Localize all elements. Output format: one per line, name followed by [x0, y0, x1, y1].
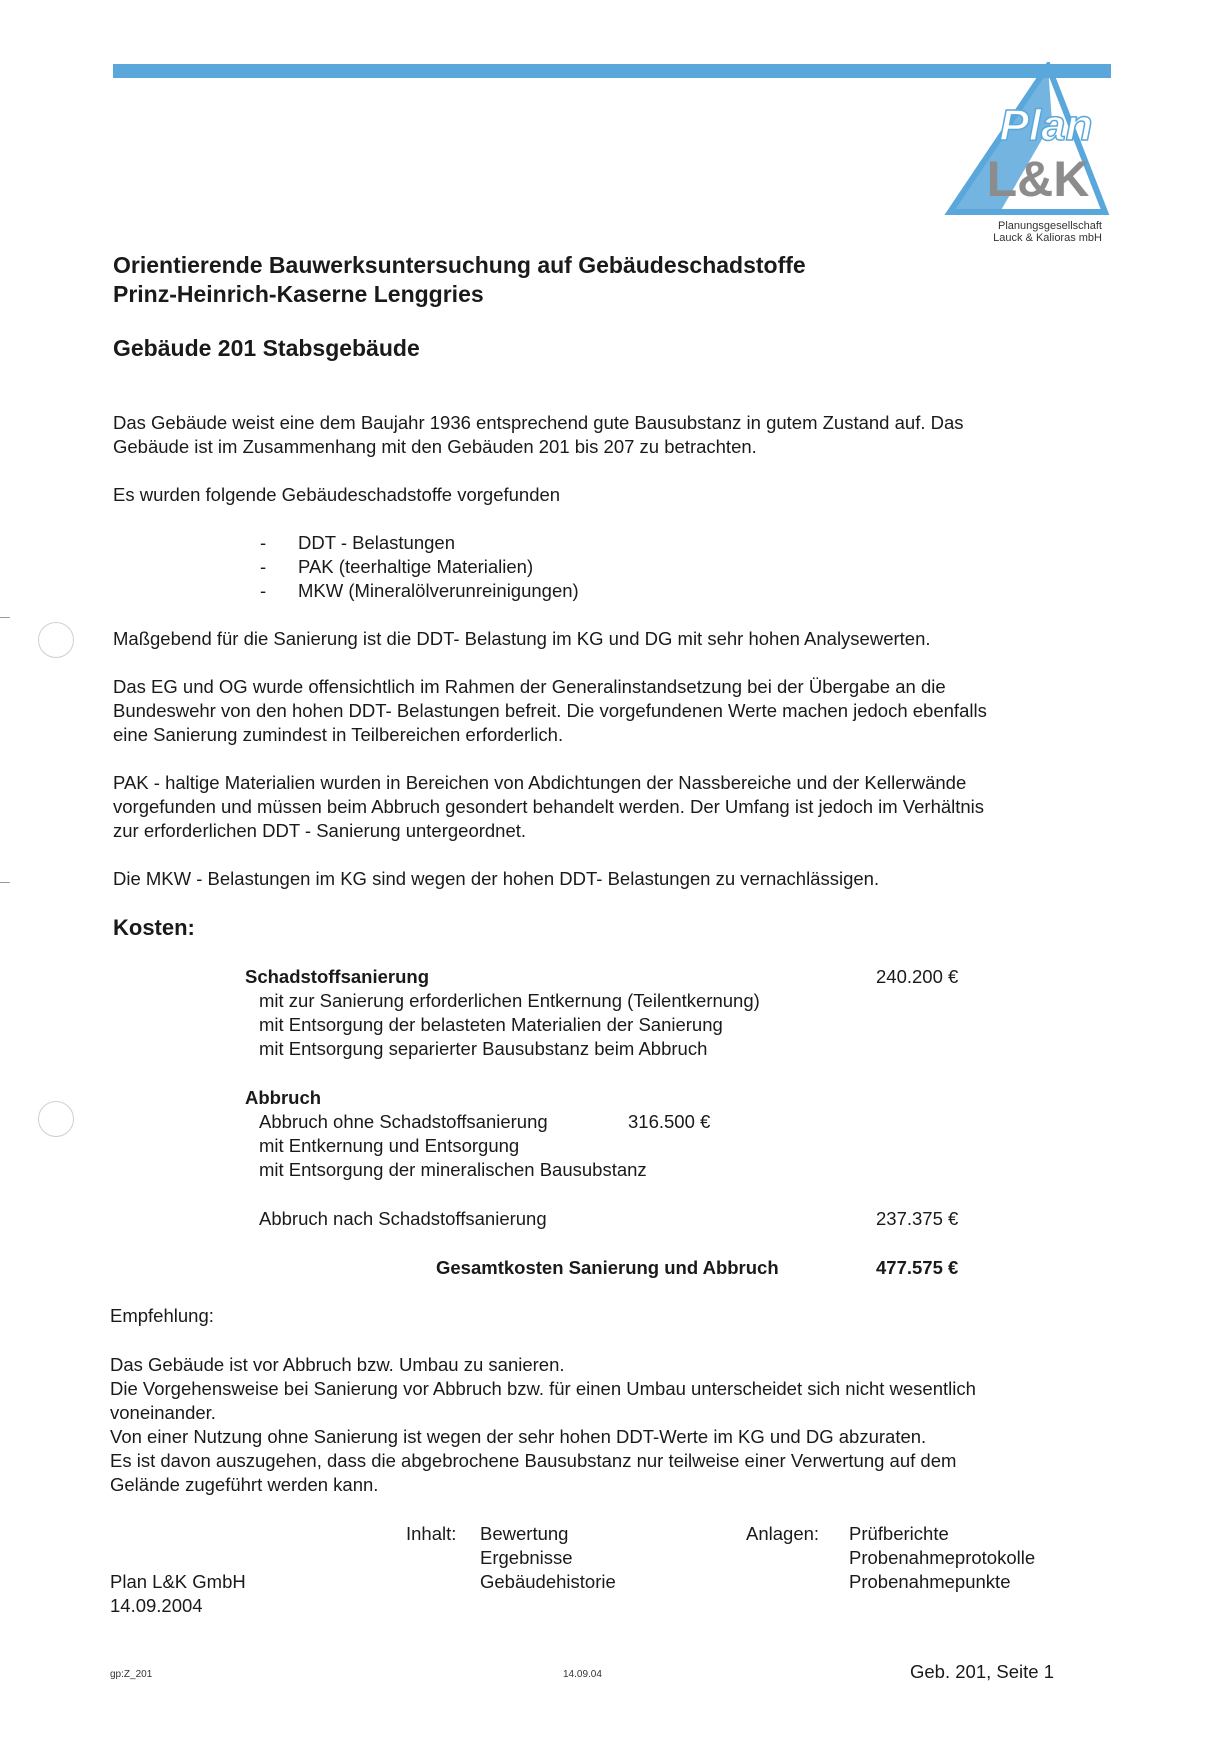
total-value: 477.575 €	[876, 1257, 959, 1278]
list-dash: -	[260, 580, 267, 601]
paragraph-3-line-2: Bundeswehr von den hohen DDT- Belastungen befreit. Die vorgefundenen Werte machen jedoch ebenfalls	[113, 700, 987, 721]
punch-hole	[38, 622, 74, 658]
inhalt-item: Ergebnisse	[480, 1547, 573, 1568]
paragraph-5: Die MKW - Belastungen im KG sind wegen der hohen DDT- Belastungen zu vernachlässigen.	[113, 868, 880, 889]
paragraph-1-line-1: Das Gebäude weist eine dem Baujahr 1936 entsprechend gute Bausubstanz in gutem Zustand auf. Das	[113, 412, 964, 433]
paragraph-3-line-3: eine Sanierung zumindest in Teilbereichen erforderlich.	[113, 724, 564, 745]
recommendation-line: Von einer Nutzung ohne Sanierung ist wegen der sehr hohen DDT-Werte im KG und DG abzuraten.	[110, 1426, 927, 1447]
company-logo	[940, 62, 1112, 252]
company-name: Plan L&K GmbH	[110, 1571, 246, 1592]
list-intro: Es wurden folgende Gebäudeschadstoffe vorgefunden	[113, 484, 561, 505]
list-dash: -	[260, 556, 267, 577]
abbruch-line: mit Entkernung und Entsorgung	[259, 1135, 520, 1156]
paragraph-2: Maßgebend für die Sanierung ist die DDT- Belastung im KG und DG mit sehr hohen Analysewerten.	[113, 628, 931, 649]
inhalt-label: Inhalt:	[406, 1523, 457, 1544]
abbruch-ohne-label: Abbruch ohne Schadstoffsanierung	[259, 1111, 548, 1132]
document-date: 14.09.2004	[110, 1595, 203, 1616]
logo-subtitle-2: Lauck & Kalioras mbH	[993, 232, 1102, 244]
list-item: PAK (teerhaltige Materialien)	[298, 556, 534, 577]
list-item: MKW (Mineralölverunreinigungen)	[298, 580, 579, 601]
total-label: Gesamtkosten Sanierung und Abbruch	[436, 1257, 779, 1278]
recommendation-line: Gelände zugeführt werden kann.	[110, 1474, 379, 1495]
paragraph-4-line-3: zur erforderlichen DDT - Sanierung untergeordnet.	[113, 820, 527, 841]
print-date: 14.09.04	[563, 1669, 602, 1680]
margin-mark	[0, 617, 10, 618]
logo-text-plan: Plan	[999, 101, 1093, 150]
abbruch-nach-value: 237.375 €	[876, 1208, 959, 1229]
document-subtitle: Prinz-Heinrich-Kaserne Lenggries	[113, 281, 484, 307]
abbruch-line: mit Entsorgung der mineralischen Bausubstanz	[259, 1159, 647, 1180]
margin-mark	[0, 882, 10, 883]
paragraph-3-line-1: Das EG und OG wurde offensichtlich im Rahmen der Generalinstandsetzung bei der Übergabe an die	[113, 676, 946, 697]
abbruch-nach-label: Abbruch nach Schadstoffsanierung	[259, 1208, 547, 1229]
file-reference: gp:Z_201	[110, 1669, 153, 1680]
list-dash: -	[260, 532, 267, 553]
abbruch-title: Abbruch	[245, 1087, 322, 1108]
punch-hole	[38, 1101, 74, 1137]
paragraph-4-line-2: vorgefunden und müssen beim Abbruch gesondert behandelt werden. Der Umfang ist jedoch im Verhältnis	[113, 796, 985, 817]
page-number: Geb. 201, Seite 1	[910, 1661, 1054, 1682]
anlagen-item: Probenahmeprotokolle	[849, 1547, 1036, 1568]
document-title: Orientierende Bauwerksuntersuchung auf Gebäudeschadstoffe	[113, 252, 806, 278]
logo-triangle-icon	[940, 62, 1112, 222]
inhalt-item: Gebäudehistorie	[480, 1571, 616, 1592]
costs-heading: Kosten:	[113, 915, 195, 940]
logo-subtitle-1: Planungsgesellschaft	[998, 220, 1102, 232]
building-title: Gebäude 201 Stabsgebäude	[113, 335, 420, 361]
sanierung-line: mit Entsorgung der belasteten Materialien der Sanierung	[259, 1014, 723, 1035]
recommendation-heading: Empfehlung:	[110, 1305, 214, 1326]
anlagen-item: Probenahmepunkte	[849, 1571, 1011, 1592]
paragraph-4-line-1: PAK - haltige Materialien wurden in Bereichen von Abdichtungen der Nassbereiche und der Kellerwände	[113, 772, 967, 793]
sanierung-title: Schadstoffsanierung	[245, 966, 429, 987]
sanierung-line: mit zur Sanierung erforderlichen Entkernung (Teilentkernung)	[259, 990, 760, 1011]
recommendation-line: Die Vorgehensweise bei Sanierung vor Abbruch bzw. für einen Umbau unterscheidet sich nicht wesentlich	[110, 1378, 976, 1399]
sanierung-line: mit Entsorgung separierter Bausubstanz beim Abbruch	[259, 1038, 708, 1059]
inhalt-item: Bewertung	[480, 1523, 569, 1544]
recommendation-line: voneinander.	[110, 1402, 216, 1423]
anlagen-item: Prüfberichte	[849, 1523, 949, 1544]
abbruch-ohne-value: 316.500 €	[628, 1111, 711, 1132]
logo-text-lk: L&K	[986, 151, 1090, 207]
paragraph-1-line-2: Gebäude ist im Zusammenhang mit den Gebäuden 201 bis 207 zu betrachten.	[113, 436, 757, 457]
anlagen-label: Anlagen:	[746, 1523, 820, 1544]
list-item: DDT - Belastungen	[298, 532, 455, 553]
sanierung-value: 240.200 €	[876, 966, 959, 987]
recommendation-line: Das Gebäude ist vor Abbruch bzw. Umbau zu sanieren.	[110, 1354, 565, 1375]
recommendation-line: Es ist davon auszugehen, dass die abgebrochene Bausubstanz nur teilweise einer Verwertung auf dem	[110, 1450, 957, 1471]
